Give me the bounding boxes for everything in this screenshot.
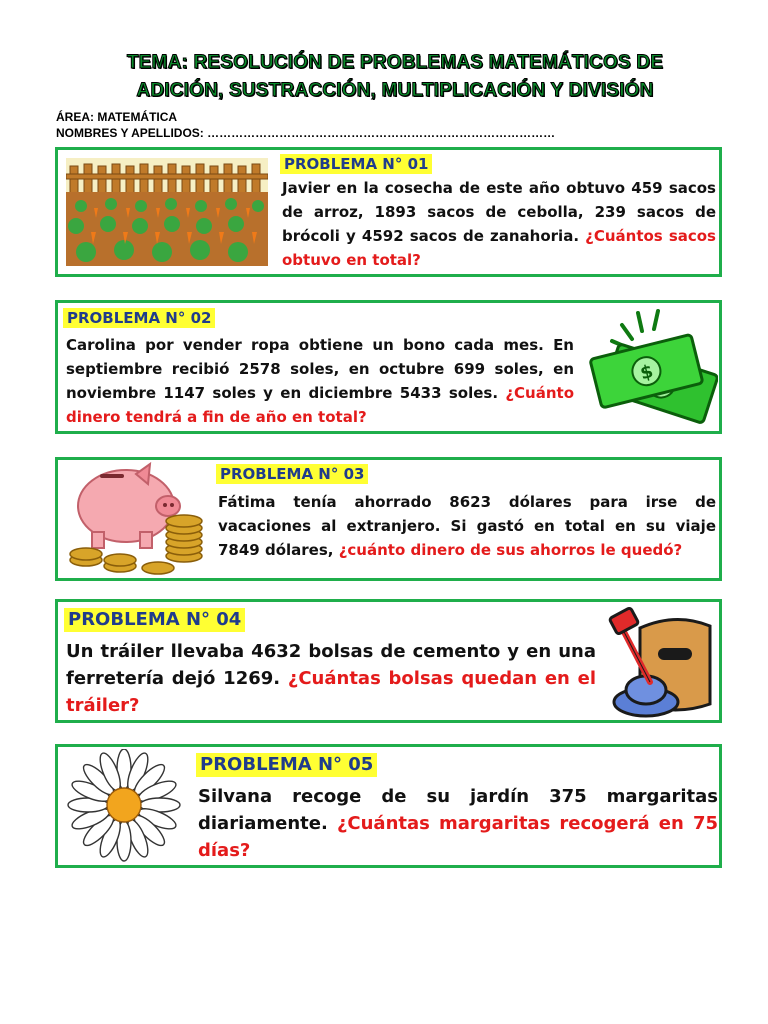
problem-5-label: PROBLEMA N° 05 — [196, 753, 377, 777]
problem-3-label: PROBLEMA N° 03 — [216, 464, 368, 484]
problem-3-statement: Fátima tenía ahorrado 8623 dólares para irse de vacaciones al extranjero. Si gastó en total en su viaje 7849 dólares, — [218, 493, 716, 559]
problem-1-text — [282, 176, 716, 272]
student-name-field: NOMBRES Y APELLIDOS: …………………………………………………………………………… — [56, 126, 556, 140]
daisy-flower-icon — [66, 749, 182, 863]
area-label: ÁREA: MATEMÁTICA — [56, 110, 178, 124]
problem-4-text — [66, 638, 596, 719]
problem-1-label: PROBLEMA N° 01 — [280, 154, 432, 174]
problem-1-statement: Javier en la cosecha de este año obtuvo 459 sacos de arroz, 1893 sacos de cebolla, 239 sacos de brócoli y 4592 sacos de zanahoria. — [282, 179, 716, 245]
problem-2-statement: Carolina por vender ropa obtiene un bono cada mes. En septiembre recibió 2578 soles, en octubre 699 soles, en noviembre 1147 soles y en diciembre 5433 soles. — [66, 336, 574, 402]
problem-3-question: ¿cuánto dinero de sus ahorros le quedó? — [338, 541, 683, 559]
vegetable-garden-icon — [66, 158, 268, 266]
piggy-bank-icon — [64, 460, 214, 578]
problem-5-question: ¿Cuántas margaritas recogerá en 75 días? — [198, 813, 718, 861]
cement-bag-icon — [606, 606, 716, 718]
problem-card-4 — [55, 599, 722, 723]
problem-5-text — [198, 783, 718, 864]
problem-3-text — [218, 490, 716, 562]
problem-card-2 — [55, 300, 722, 434]
problem-2-text — [66, 333, 574, 429]
problem-2-label: PROBLEMA N° 02 — [63, 308, 215, 328]
problem-4-label: PROBLEMA N° 04 — [64, 608, 245, 632]
problem-4-statement: Un tráiler llevaba 4632 bolsas de cemento y en una ferretería dejó 1269. — [66, 641, 596, 689]
svg-text:$: $ — [638, 360, 656, 385]
problem-4-question: ¿Cuántas bolsas quedan en el tráiler? — [66, 668, 597, 716]
problem-card-3 — [55, 457, 722, 581]
money-bills-icon — [582, 307, 718, 429]
problem-2-question: ¿Cuánto dinero tendrá a fin de año en total? — [66, 384, 574, 426]
problem-1-question: ¿Cuántos sacos obtuvo en total? — [282, 227, 716, 269]
problem-card-5 — [55, 744, 722, 868]
problem-5-statement: Silvana recoge de su jardín 375 margaritas diariamente. — [198, 786, 718, 834]
worksheet-title-line-1: TEMA: RESOLUCIÓN DE PROBLEMAS MATEMÁTICOS DE — [126, 52, 664, 73]
problem-card-1 — [55, 147, 722, 277]
worksheet-title-line-2: ADICIÓN, SUSTRACCIÓN, MULTIPLICACIÓN Y DIVISIÓN — [136, 80, 654, 101]
